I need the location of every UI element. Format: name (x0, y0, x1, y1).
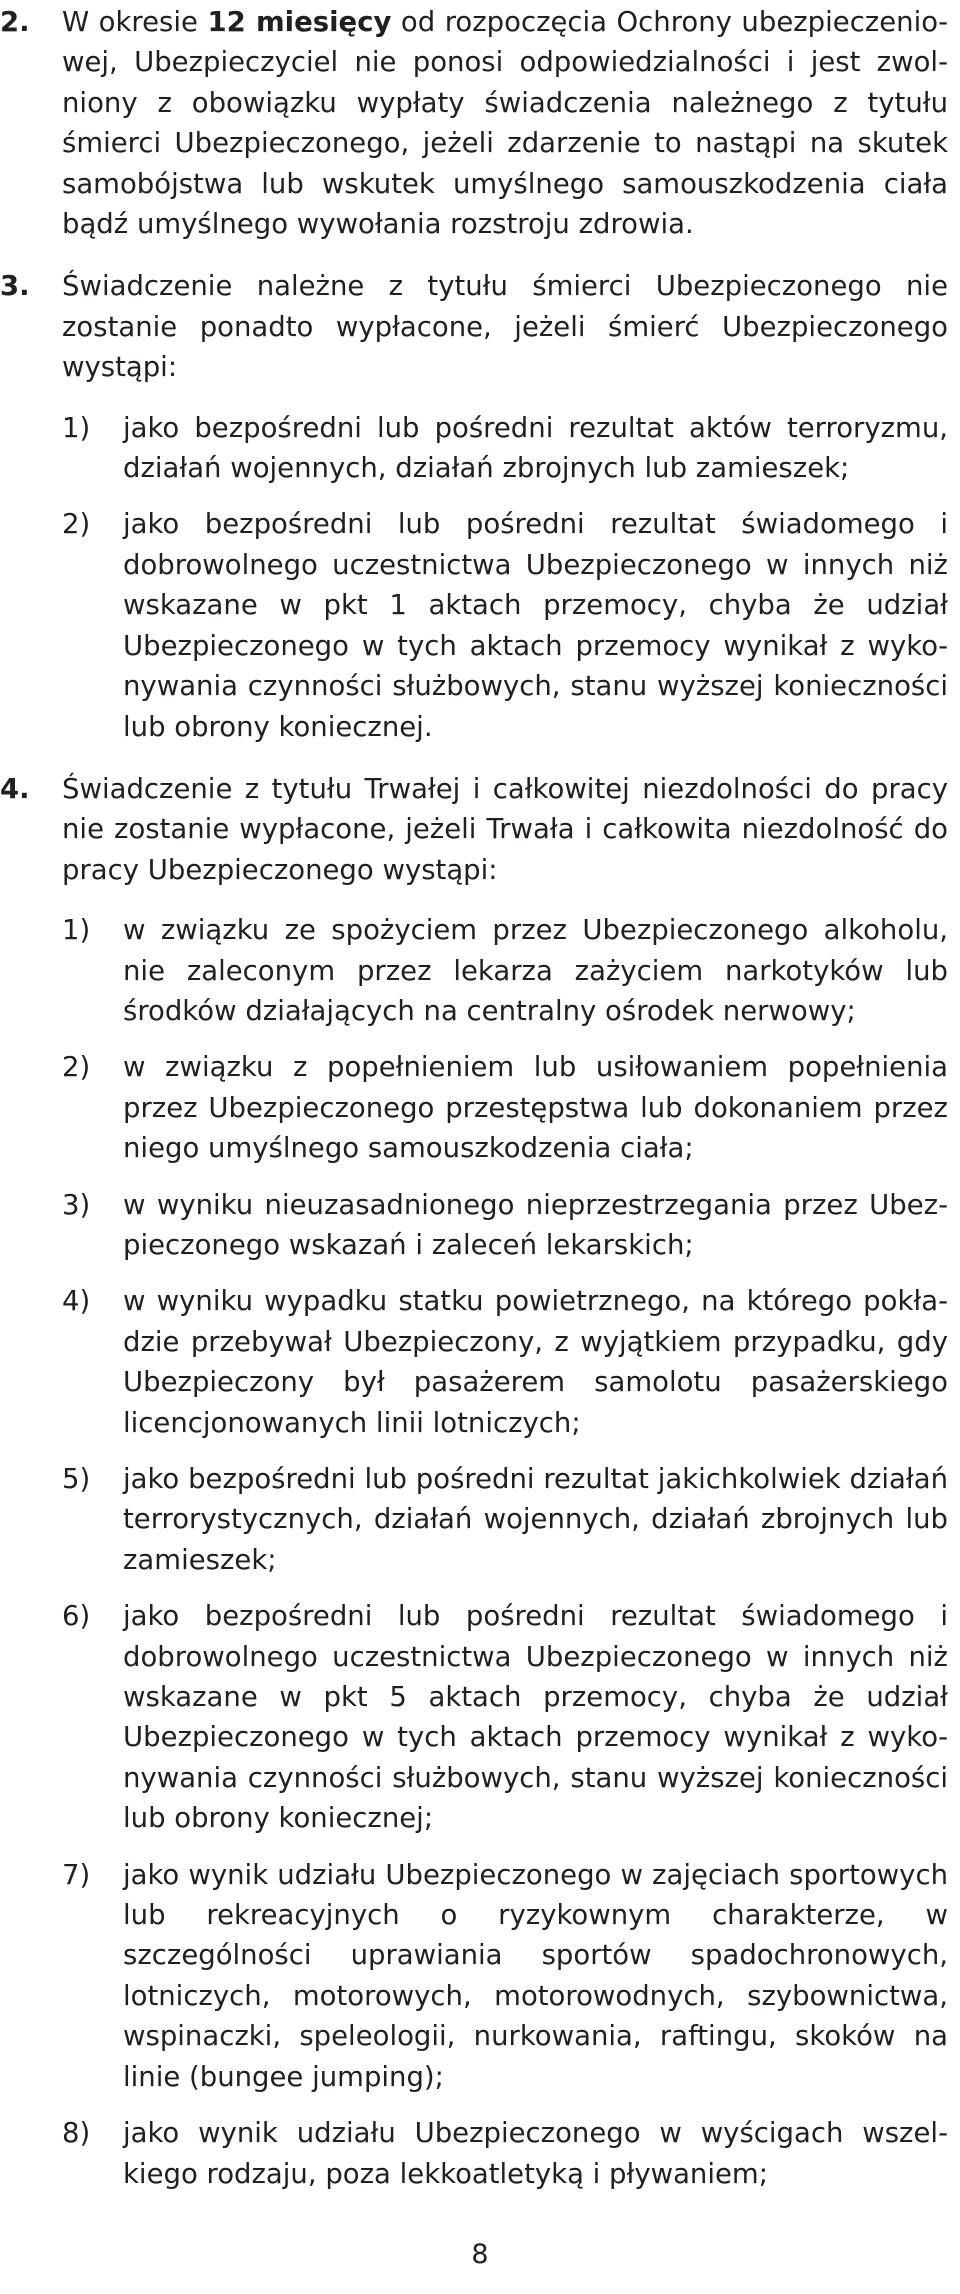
list-item-text: w wyniku wypadku statku powietrznego, na którego pokładzie przebywał Ubezpieczony, z wyjątkiem przypadku, gdy Ubezpieczony był pasażerem samolotu pasażerskiego licencjonowanych linii lotniczych; (123, 1285, 948, 1439)
clause-4 (0, 769, 948, 2210)
list-item (62, 1596, 948, 1838)
clause-text-end: od rozpoczęcia Ochrony ubezpieczeniowej, Ubezpieczyciel nie ponosi odpowiedzialności i jest zwolniony z obowiązku wypłaty świadczenia należnego z tytułu śmierci Ubezpieczonego, jeżeli zdarzenie to nastąpi na skutek samobójstwa lub wskutek umyślnego samouszkodzenia ciała bądź umyślnego wywołania rozstroju zdrowia. (62, 6, 948, 241)
list-item-text: w związku z popełnieniem lub usiłowaniem popełnienia przez Ubezpieczonego przestępstwa lub dokonaniem przez niego umyślnego samouszkodzenia ciała; (123, 1051, 948, 1165)
list-item-text: w wyniku nieuzasadnionego nieprzestrzegania przez Ubezpieczonego wskazań i zaleceń lekarskich; (123, 1188, 948, 1261)
list-item-number: 1) (62, 411, 91, 444)
clause-text-start: W okresie (62, 6, 208, 38)
sub-list (62, 910, 948, 2194)
clause-3 (0, 266, 948, 762)
list-item-number: 4) (62, 1285, 91, 1318)
list-item-text: jako bezpośredni lub pośredni rezultat jakichkolwiek działań terrorystycznych, działań wojennych, działań zbrojnych lub zamieszek; (123, 1463, 948, 1576)
list-item-text: jako wynik udziału Ubezpieczonego w zajęciach sportowych lub rekreacyjnych o ryzykownym charakterze, w szczególności uprawiania sportów spadochronowych, lotniczych, motorowych, motorowodnych, szybownictwa, wspinaczki, speleologii, nurkowania, raftingu, skoków na linie (bungee jumping); (123, 1858, 948, 2093)
clause-text: Świadczenie należne z tytułu śmierci Ubezpieczonego nie zostanie ponadto wypłacone, jeżeli śmierć Ubezpieczonego wystąpi: (62, 270, 948, 384)
list-item (62, 910, 948, 1031)
list-item-number: 3) (62, 1188, 91, 1221)
list-item (62, 1047, 948, 1168)
list-item (62, 408, 948, 489)
clause-number: 4. (0, 772, 30, 805)
list-item-text: w związku ze spożyciem przez Ubezpieczonego alkoholu, nie zaleconym przez lekarza zażyciem narkotyków lub środków działających na centralny ośrodek nerwowy; (123, 914, 948, 1027)
list-item (62, 504, 948, 746)
list-item-number: 8) (62, 2117, 91, 2150)
clause-number: 3. (0, 270, 30, 303)
list-item-number: 2) (62, 1051, 91, 1084)
list-item (62, 1459, 948, 1580)
clause-text: Świadczenie z tytułu Trwałej i całkowitej niezdolności do pracy nie zostanie wypłacone, jeżeli Trwała i całkowita niezdolność do pracy Ubezpieczonego wystąpi: (62, 772, 948, 886)
list-item-text: jako bezpośredni lub pośredni rezultat świadomego i dobrowolnego uczestnictwa Ubezpieczonego w innych niż wskazane w pkt 5 aktach przemocy, chyba że udział Ubezpieczonego w tych aktach przemocy wynikał z wykonywania czynności służbowych, stanu wyższej konieczności lub obrony koniecznej; (123, 1600, 948, 1835)
clause-body (62, 2, 948, 244)
list-item-number: 7) (62, 1858, 91, 1891)
list-item (62, 1281, 948, 1443)
list-item-number: 6) (62, 1600, 91, 1633)
list-item (62, 1855, 948, 2097)
list-item (62, 1185, 948, 1266)
page-number: 8 (471, 2239, 489, 2270)
list-item-number: 2) (62, 508, 91, 541)
list-item-text: jako bezpośredni lub pośredni rezultat świadomego i dobrowolnego uczestnictwa Ubezpieczonego w innych niż wskazane w pkt 1 aktach przemocy, chyba że udział Ubezpieczonego w tych aktach przemocy wynikał z wykonywania czynności służbowych, stanu wyższej konieczności lub obrony koniecznej. (123, 508, 948, 743)
clause-body (62, 769, 948, 2210)
clause-text-bold: 12 miesięcy (207, 6, 392, 38)
list-item (62, 2113, 948, 2194)
clause-2 (0, 2, 948, 244)
clause-text (62, 2, 948, 244)
sub-list (62, 408, 948, 747)
list-item-text: jako wynik udziału Ubezpieczonego w wyścigach wszelkiego rodzaju, poza lekkoatletyką i pływaniem; (123, 2117, 948, 2190)
list-item-number: 1) (62, 914, 91, 947)
clause-number: 2. (0, 6, 30, 38)
list-item-number: 5) (62, 1463, 91, 1495)
clause-body (62, 266, 948, 762)
list-item-text: jako bezpośredni lub pośredni rezultat aktów terroryzmu, działań wojennych, działań zbrojnych lub zamieszek; (123, 411, 948, 485)
